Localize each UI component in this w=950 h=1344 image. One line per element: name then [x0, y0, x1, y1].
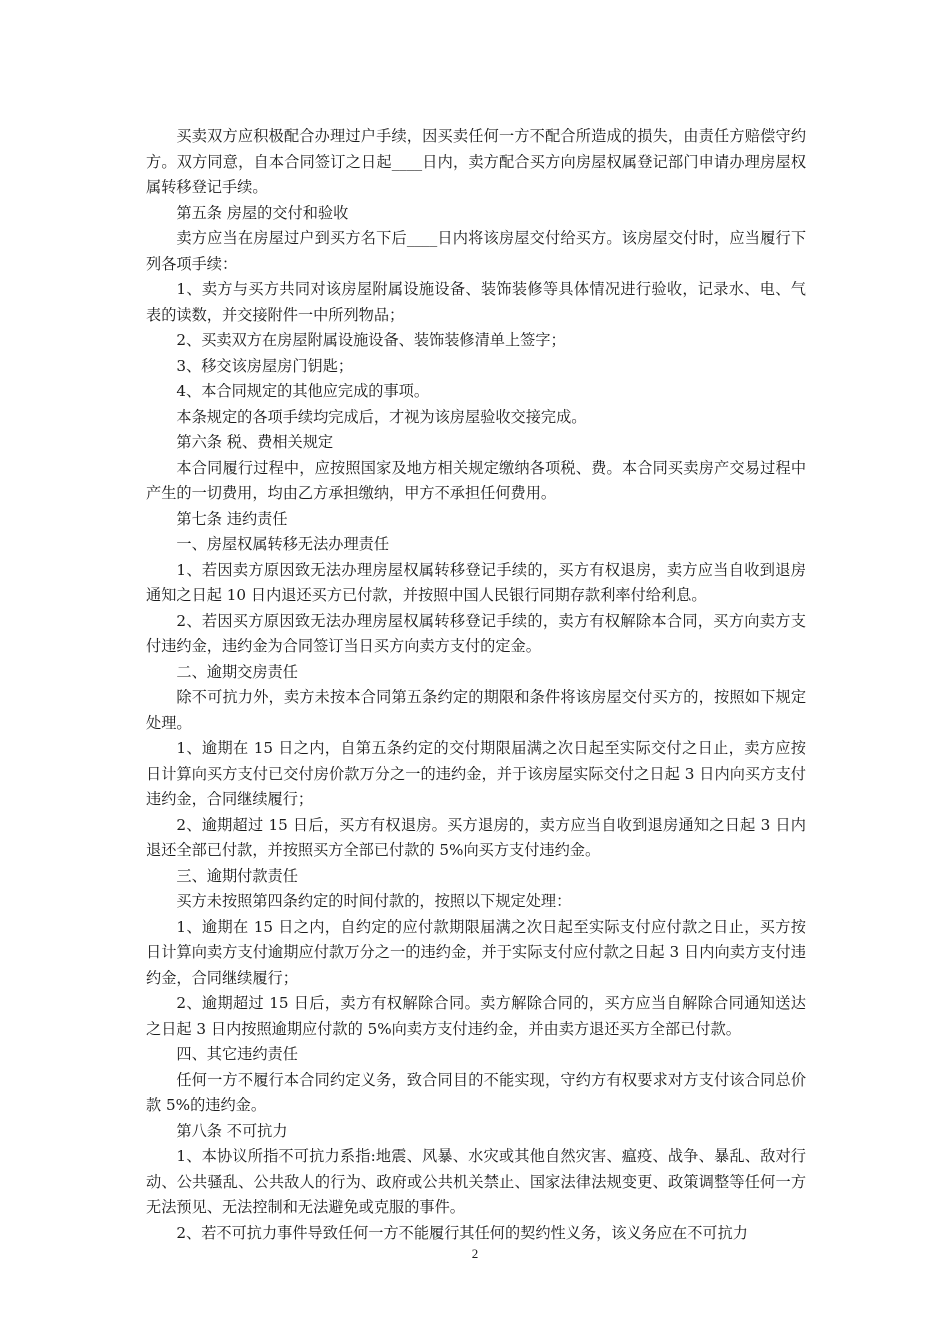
heading-article-7: 第七条 违约责任 [176, 509, 288, 528]
paragraph-delivery-item-4: 4、本合同规定的其他应完成的事项。 [176, 382, 430, 400]
subheading-late-payment: 三、逾期付款责任 [176, 866, 298, 885]
subheading-other-breach: 四、其它违约责任 [176, 1045, 298, 1063]
paragraph-delivery-item-3: 3、移交该房屋房门钥匙； [176, 356, 354, 375]
paragraph-transfer-cooperation: 买卖双方应积极配合办理过户手续，因买卖任何一方不配合所造成的损失，由责任方赔偿守约方。双方同意，自本合同签订之日起____日内，卖方配合买方向房屋权属登记部门申请办理房屋权属转移登记手续。 [146, 127, 806, 196]
paragraph-taxes-fees: 本合同履行过程中，应按照国家及地方相关规定缴纳各项税、费。本合同买卖房产交易过程中产生的一切费用，均由乙方承担缴纳，甲方不承担任何费用。 [146, 458, 806, 502]
paragraph-other-breach: 任何一方不履行本合同约定义务，致合同目的不能实现，守约方有权要求对方支付该合同总价款 5%的违约金。 [146, 1070, 806, 1114]
paragraph-delivery-item-1: 1、卖方与买方共同对该房屋附属设施设备、装饰装修等具体情况进行验收，记录水、电、气表的读数，并交接附件一中所列物品； [146, 280, 806, 324]
paragraph-delivery-item-2: 2、买卖双方在房屋附属设施设备、装饰装修清单上签字； [176, 331, 566, 349]
paragraph-delivery-complete: 本条规定的各项手续均完成后，才视为该房屋验收交接完成。 [176, 407, 587, 426]
paragraph-delivery-deadline: 卖方应当在房屋过户到买方名下后____日内将该房屋交付给买方。该房屋交付时，应当履行下列各项手续： [146, 229, 806, 273]
paragraph-transfer-liability-2: 2、若因买方原因致无法办理房屋权属转移登记手续的，卖方有权解除本合同，买方向卖方支付违约金，违约金为合同签订当日买方向卖方支付的定金。 [146, 611, 806, 655]
paragraph-late-payment-1: 1、逾期在 15 日之内，自约定的应付款期限届满之次日起至实际支付应付款之日止，买方按日计算向卖方支付逾期应付款万分之一的违约金，并于实际支付应付款之日起 3 日内向卖方支付违约金，合同继续履行； [146, 917, 806, 987]
paragraph-late-payment-intro: 买方未按照第四条约定的时间付款的，按照以下规定处理： [176, 892, 572, 910]
page-number: 2 [471, 1246, 479, 1261]
paragraph-force-majeure-2: 2、若不可抗力事件导致任何一方不能履行其任何的契约性义务，该义务应在不可抗力 [176, 1223, 748, 1242]
subheading-transfer-liability: 一、房屋权属转移无法办理责任 [176, 535, 390, 553]
paragraph-late-payment-2: 2、逾期超过 15 日后，卖方有权解除合同。卖方解除合同的，买方应当自解除合同通知送达之日起 3 日内按照逾期应付款的 5%向卖方支付违约金，并由卖方退还买方全部已付款。 [146, 994, 806, 1038]
document-body [146, 124, 806, 1246]
subheading-late-delivery: 二、逾期交房责任 [176, 662, 298, 681]
heading-article-5: 第五条 房屋的交付和验收 [176, 203, 349, 222]
paragraph-late-delivery-intro: 除不可抗力外，卖方未按本合同第五条约定的期限和条件将该房屋交付买方的，按照如下规定处理。 [146, 688, 806, 732]
heading-article-6: 第六条 税、费相关规定 [176, 433, 334, 451]
heading-article-8: 第八条 不可抗力 [176, 1121, 288, 1140]
paragraph-force-majeure-1: 1、本协议所指不可抗力系指:地震、风暴、水灾或其他自然灾害、瘟疫、战争、暴乱、敌对行动、公共骚乱、公共敌人的行为、政府或公共机关禁止、国家法律法规变更、政策调整等任何一方无法预见、无法控制和无法避免或克服的事件。 [146, 1147, 806, 1216]
paragraph-late-delivery-2: 2、逾期超过 15 日后，买方有权退房。买方退房的，卖方应当自收到退房通知之日起 3 日内退还全部已付款，并按照买方全部已付款的 5%向买方支付违约金。 [146, 815, 806, 859]
paragraph-transfer-liability-1: 1、若因卖方原因致无法办理房屋权属转移登记手续的，买方有权退房，卖方应当自收到退房通知之日起 10 日内退还买方已付款，并按照中国人民银行同期存款利率付给利息。 [146, 560, 806, 604]
paragraph-late-delivery-1: 1、逾期在 15 日之内，自第五条约定的交付期限届满之次日起至实际交付之日止，卖方应按日计算向买方支付已交付房价款万分之一的违约金，并于该房屋实际交付之日起 3 日内向买方支付违约金，合同继续履行； [146, 739, 806, 808]
